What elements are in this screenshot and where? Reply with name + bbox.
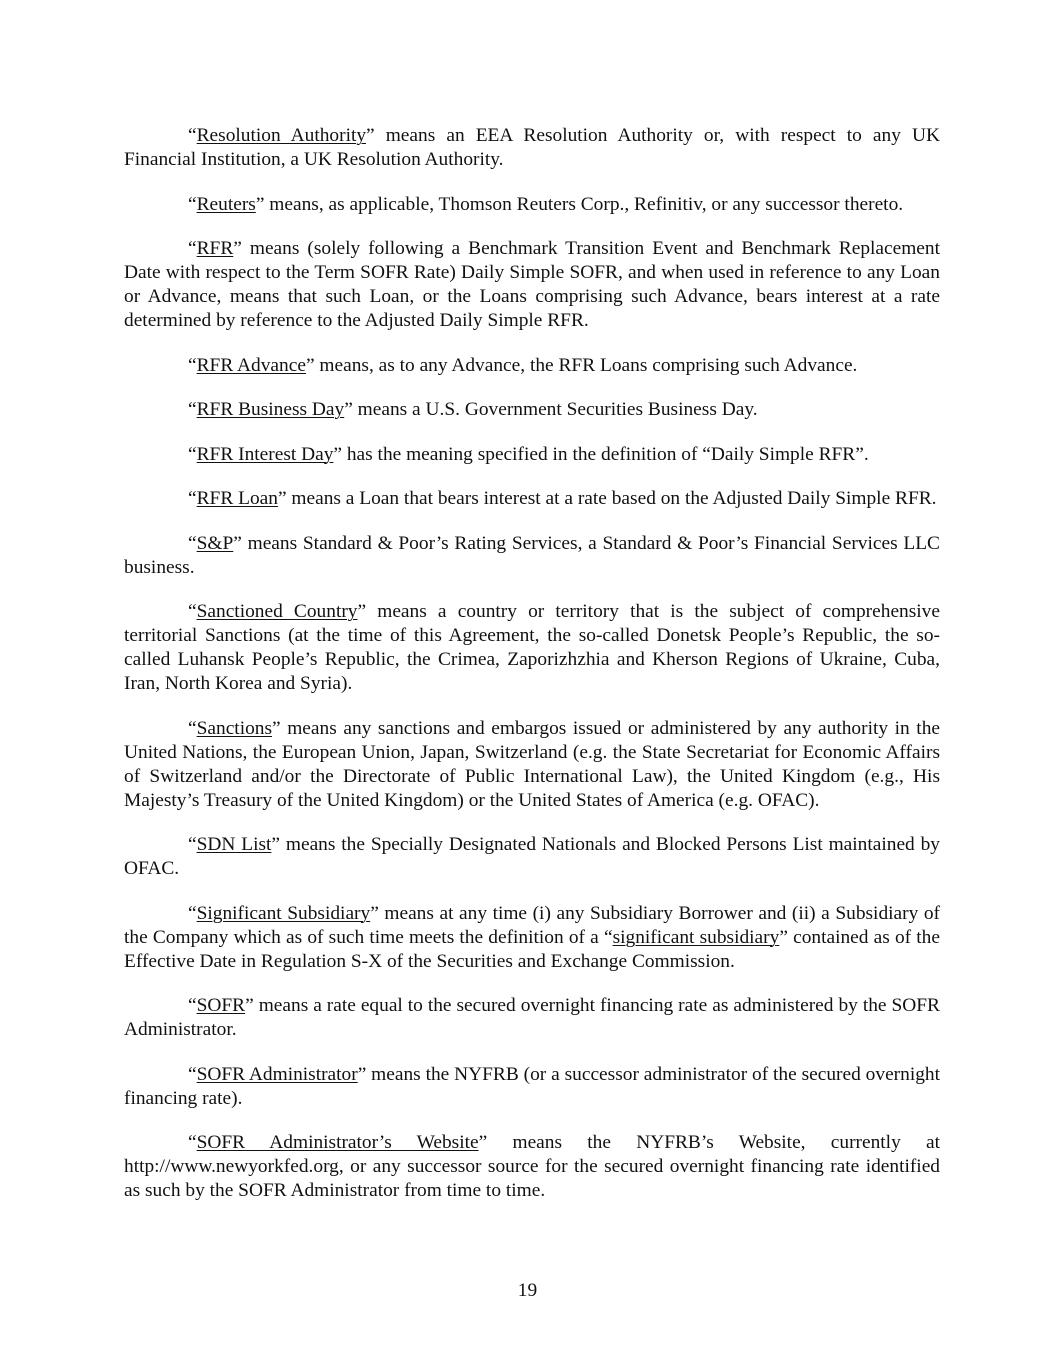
definition-text: ” means a rate equal to the secured overnight financing rate as administered by the SOFR Administrator.	[124, 995, 940, 1040]
definition-rfr: “RFR” means (solely following a Benchmark Transition Event and Benchmark Replacement Date with respect to the Term SOFR Rate) Daily Simple SOFR, and when used in reference to any Loan or Advance, means that such Loan, or the Loans comprising such Advance, bears interest at a rate determined by reference to the Adjusted Daily Simple RFR.	[124, 238, 940, 331]
definition-text: ” means a U.S. Government Securities Business Day.	[344, 399, 758, 420]
definition-text: ” means an EEA Resolution Authority or, with respect to any UK Financial Institution, a UK Resolution Authority.	[124, 125, 940, 170]
definition-sanctions: “Sanctions” means any sanctions and embargos issued or administered by any authority in the United Nations, the European Union, Japan, Switzerland (e.g. the State Secretariat for Economic Affairs of Switzerland and/or the Directorate of Public International Law), the United Kingdom (e.g., His Majesty’s Treasury of the United Kingdom) or the United States of America (e.g. OFAC).	[124, 717, 940, 811]
defined-term: S&P	[196, 532, 234, 554]
defined-term: SDN List	[196, 834, 272, 855]
defined-term: Sanctions	[196, 717, 273, 739]
defined-term: SOFR	[196, 995, 246, 1016]
defined-term: SOFR Administrator	[196, 1063, 358, 1085]
definition-text: ” means a Loan that bears interest at a rate based on the Adjusted Daily Simple RFR.	[277, 488, 937, 509]
definition-s-and-p: “S&P” means Standard & Poor’s Rating Services, a Standard & Poor’s Financial Services LLC business.	[124, 532, 940, 578]
definition-rfr-loan: “RFR Loan” means a Loan that bears interest at a rate based on the Adjusted Daily Simple RFR.	[188, 488, 937, 509]
definition-text: ” means, as to any Advance, the RFR Loans comprising such Advance.	[305, 354, 858, 376]
definition-text: ” means any sanctions and embargos issued or administered by any authority in the United Nations, the European Union, Japan, Switzerland (e.g. the State Secretariat for Economic Affairs of Switzerland and/or the Directorate of Public International Law), the United Kingdom (e.g., His Majesty’s Treasury of the United Kingdom) or the United States of America (e.g. OFAC).	[124, 717, 940, 811]
defined-term: RFR Business Day	[196, 399, 345, 420]
definition-text-after: ” contained as of the Effective Date in Regulation S-X of the Securities and Exchange Commission.	[124, 926, 940, 972]
definition-text: ” has the meaning specified in the definition of “Daily Simple RFR”.	[333, 443, 869, 465]
definition-rfr-interest-day: “RFR Interest Day” has the meaning specified in the definition of “Daily Simple RFR”.	[188, 443, 869, 465]
definition-rfr-business-day: “RFR Business Day” means a U.S. Government Securities Business Day.	[188, 399, 758, 420]
definition-significant-subsidiary: “Significant Subsidiary” means at any time (i) any Subsidiary Borrower and (ii) a Subsidiary of the Company which as of such time meets the definition of a “significant subsidiary” contained as of the Effective Date in Regulation S-X of the Securities and Exchange Commission.	[124, 902, 940, 972]
defined-term: Sanctioned Country	[196, 601, 358, 622]
definition-text: ” means the NYFRB’s Website, currently at http://www.newyorkfed.org, or any successor source for the secured overnight financing rate identified as such by the SOFR Administrator from time to time.	[124, 1132, 941, 1201]
definition-text: ” means Standard & Poor’s Rating Services, a Standard & Poor’s Financial Services LLC business.	[124, 532, 940, 578]
defined-term: RFR Advance	[196, 354, 306, 376]
definition-reuters: “Reuters” means, as applicable, Thomson Reuters Corp., Refinitiv, or any successor thereto.	[188, 193, 904, 215]
definition-text: ” means, as applicable, Thomson Reuters Corp., Refinitiv, or any successor thereto.	[255, 193, 904, 215]
defined-term: SOFR Administrator’s Website	[196, 1132, 479, 1153]
definition-text: ” means the NYFRB (or a successor administrator of the secured overnight financing rate).	[124, 1063, 940, 1109]
defined-term: Resolution Authority	[196, 125, 367, 146]
definition-text: ” means the Specially Designated Nationals and Blocked Persons List maintained by OFAC.	[124, 834, 940, 879]
document-page	[124, 124, 940, 1203]
defined-term: RFR Interest Day	[196, 443, 334, 465]
inner-defined-term: significant subsidiary	[612, 926, 780, 948]
definition-resolution-authority: “Resolution Authority” means an EEA Resolution Authority or, with respect to any UK Financial Institution, a UK Resolution Authority.	[124, 125, 940, 170]
definition-sofr: “SOFR” means a rate equal to the secured overnight financing rate as administered by the SOFR Administrator.	[124, 995, 940, 1040]
definition-text: ” means a country or territory that is the subject of comprehensive territorial Sanctions (at the time of this Agreement, the so-called Donetsk People’s Republic, the so-called Luhansk People’s Republic, the Crimea, Zaporizhzhia and Kherson Regions of Ukraine, Cuba, Iran, North Korea and Syria).	[124, 601, 940, 694]
definition-rfr-advance: “RFR Advance” means, as to any Advance, the RFR Loans comprising such Advance.	[188, 354, 858, 376]
definition-sanctioned-country: “Sanctioned Country” means a country or territory that is the subject of comprehensive territorial Sanctions (at the time of this Agreement, the so-called Donetsk People’s Republic, the so-called Luhansk People’s Republic, the Crimea, Zaporizhzhia and Kherson Regions of Ukraine, Cuba, Iran, North Korea and Syria).	[124, 601, 940, 694]
definition-text: ” means (solely following a Benchmark Transition Event and Benchmark Replacement Date with respect to the Term SOFR Rate) Daily Simple SOFR, and when used in reference to any Loan or Advance, means that such Loan, or the Loans comprising such Advance, bears interest at a rate determined by reference to the Adjusted Daily Simple RFR.	[124, 238, 940, 331]
defined-term: RFR	[196, 238, 234, 259]
defined-term: Reuters	[196, 193, 256, 215]
defined-term: RFR Loan	[196, 488, 278, 509]
definition-sdn-list: “SDN List” means the Specially Designated Nationals and Blocked Persons List maintained by OFAC.	[124, 834, 940, 879]
defined-term: Significant Subsidiary	[196, 902, 371, 924]
definition-text: ” means at any time (i) any Subsidiary Borrower and (ii) a Subsidiary of the Company which as of such time meets the definition of a “	[124, 902, 940, 948]
page-number: 19	[517, 1280, 538, 1301]
definition-sofr-administrator: “SOFR Administrator” means the NYFRB (or a successor administrator of the secured overnight financing rate).	[124, 1063, 940, 1109]
definition-sofr-administrators-website: “SOFR Administrator’s Website” means the NYFRB’s Website, currently at http://www.newyorkfed.org, or any successor source for the secured overnight financing rate identified as such by the SOFR Administrator from time to time.	[124, 1132, 941, 1201]
